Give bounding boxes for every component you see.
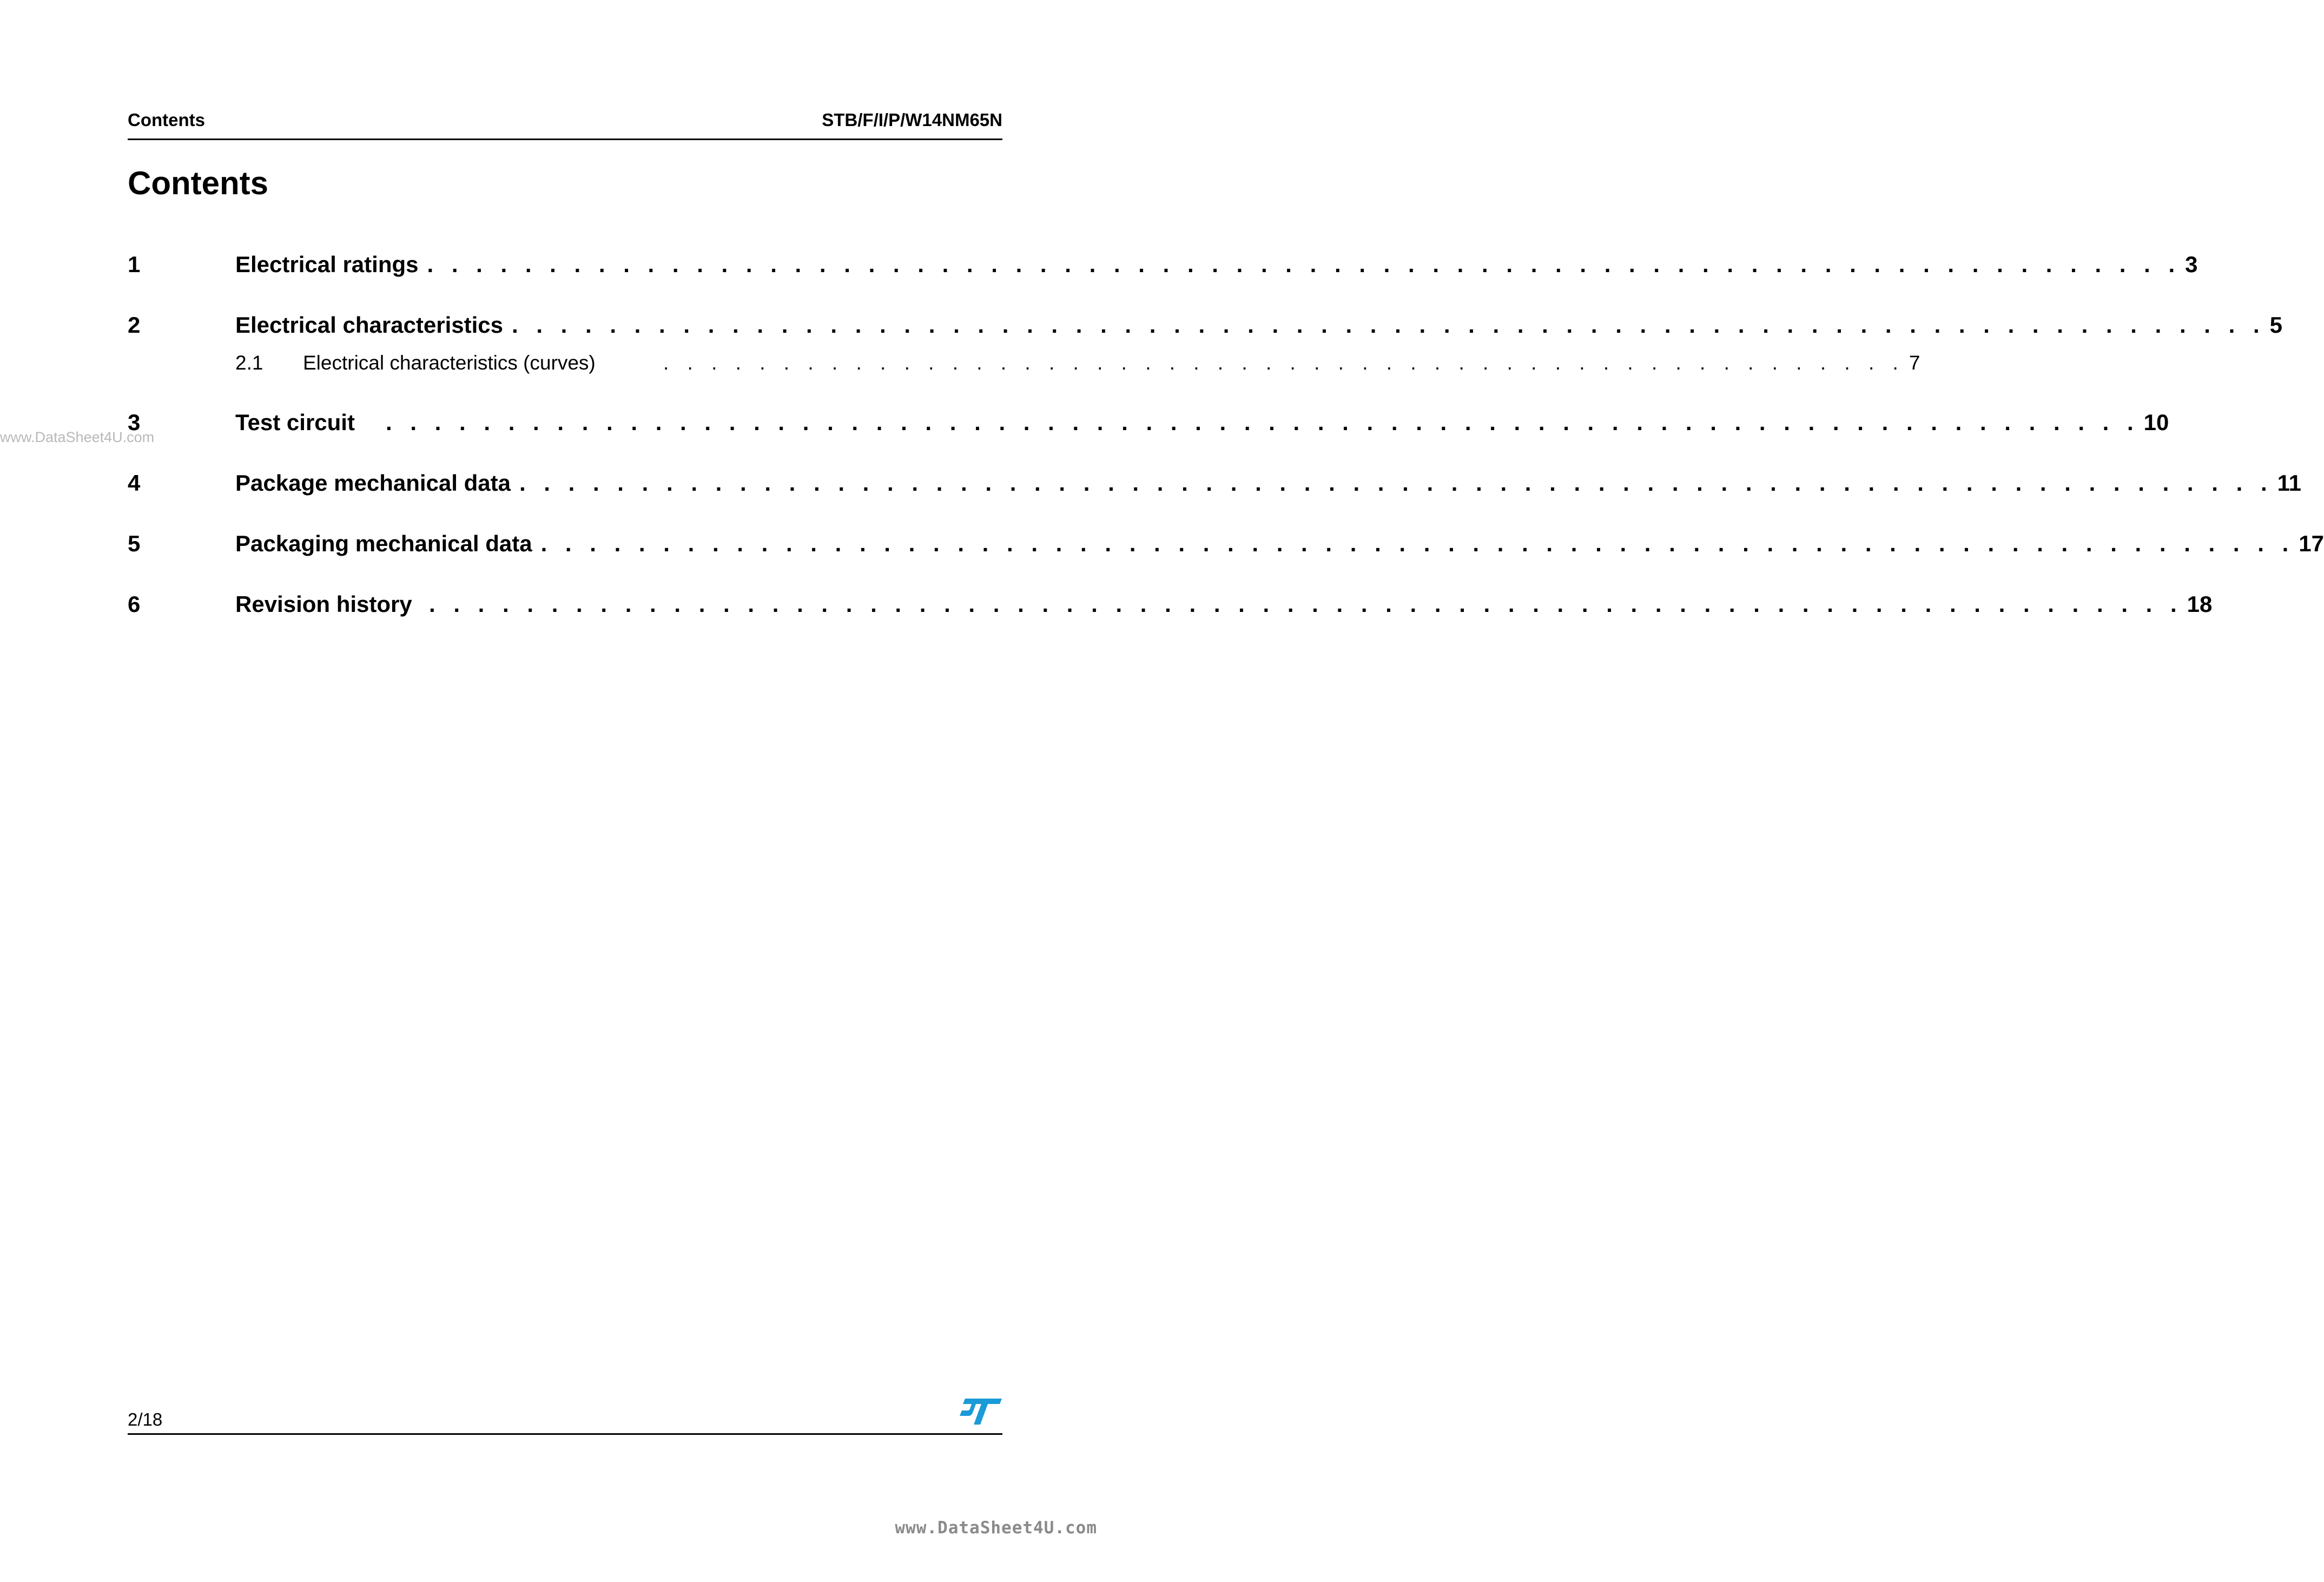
toc-entry-page: 3 (2185, 252, 2198, 277)
running-header-part-number: STB/F/I/P/W14NM65N (822, 110, 1002, 130)
watermark-bottom-right: www.DataSheet4U.com (895, 1518, 1097, 1538)
toc-entry-page: 10 (2143, 410, 2169, 435)
watermark-left: www.DataSheet4U.com (0, 429, 155, 445)
toc-entry[interactable] (128, 312, 2283, 342)
toc-entry-number: 2.1 (235, 352, 263, 374)
toc-leader-dots: . . . . . . . . . . . . . . . . . . . . . . . . . . . . . . . . . . . . . . . . . . . . . . . . . . . . . . . . . . . . . . . . . . . . . . . . (427, 252, 2181, 277)
toc-entry-number: 4 (128, 470, 141, 496)
toc-entry-title: Packaging mechanical data (235, 531, 532, 556)
toc-entry[interactable] (128, 591, 2213, 622)
toc-leader-dots: . . . . . . . . . . . . . . . . . . . . . . . . . . . . . . . . . . . . . . . . . . . . . . . . . . . . . . . . . . . . . . . . . . . . . . . . (519, 470, 2273, 496)
toc-entry[interactable] (128, 531, 2324, 561)
running-header-section: Contents (128, 110, 205, 130)
toc-entry-number: 6 (128, 591, 141, 617)
toc-entry-number: 1 (128, 252, 141, 277)
page-title: Contents (128, 165, 268, 201)
toc-entry-page: 11 (2277, 470, 2302, 496)
st-logo-icon (958, 1398, 1003, 1426)
footer-rule (128, 1433, 1002, 1435)
toc-leader-dots: . . . . . . . . . . . . . . . . . . . . . . . . . . . . . . . . . . . . . . . . . . . . . . . . . . . . . . . . . . . . . . . . . . . . . . . . (386, 410, 2140, 435)
toc-entry-title: Electrical characteristics (235, 312, 503, 338)
toc-entry-page: 7 (1909, 352, 1920, 374)
toc-entry-title: Electrical ratings (235, 252, 419, 277)
toc-entry-title: Revision history (235, 591, 412, 617)
toc-leader-dots: . . . . . . . . . . . . . . . . . . . . . . . . . . . . . . . . . . . . . . . . . . . . . . . . . . . . . . . . . . . . . . . . . . . . . . . . (540, 531, 2295, 556)
toc-entry-title: Electrical characteristics (curves) (303, 352, 596, 374)
header-rule (128, 139, 1002, 140)
toc-entry-title: Package mechanical data (235, 470, 511, 496)
toc-entry-page: 5 (2269, 312, 2283, 338)
toc-entry-number: 3 (128, 410, 141, 435)
toc-subentry[interactable] (128, 352, 1920, 379)
toc-entry[interactable] (128, 252, 2198, 282)
toc-entry-page: 17 (2299, 531, 2324, 556)
toc-leader-dots: . . . . . . . . . . . . . . . . . . . . . . . . . . . . . . . . . . . . . . . . . . . . . . . . . . . . . . . . . . . . . . . . . . . . . . . . (429, 591, 2183, 617)
toc-entry-number: 2 (128, 312, 141, 338)
toc-entry[interactable] (128, 470, 2302, 500)
page-number: 2/18 (128, 1409, 163, 1429)
toc-entry-page: 18 (2187, 591, 2213, 617)
toc-entry-number: 5 (128, 531, 141, 556)
toc-leader-dots: . . . . . . . . . . . . . . . . . . . . . . . . . . . . . . . . . . . . . . . . . . . . . . . . . . . . . . . . . . . . . . . . . . . . . . . . (511, 312, 2266, 338)
toc-entry[interactable] (128, 410, 2169, 440)
toc-leader-dots: . . . . . . . . . . . . . . . . . . . . . . . . . . . . . . . . . . . . . . . . . . . . . . . . . . . . (663, 352, 1905, 374)
toc-entry-title: Test circuit (235, 410, 355, 435)
